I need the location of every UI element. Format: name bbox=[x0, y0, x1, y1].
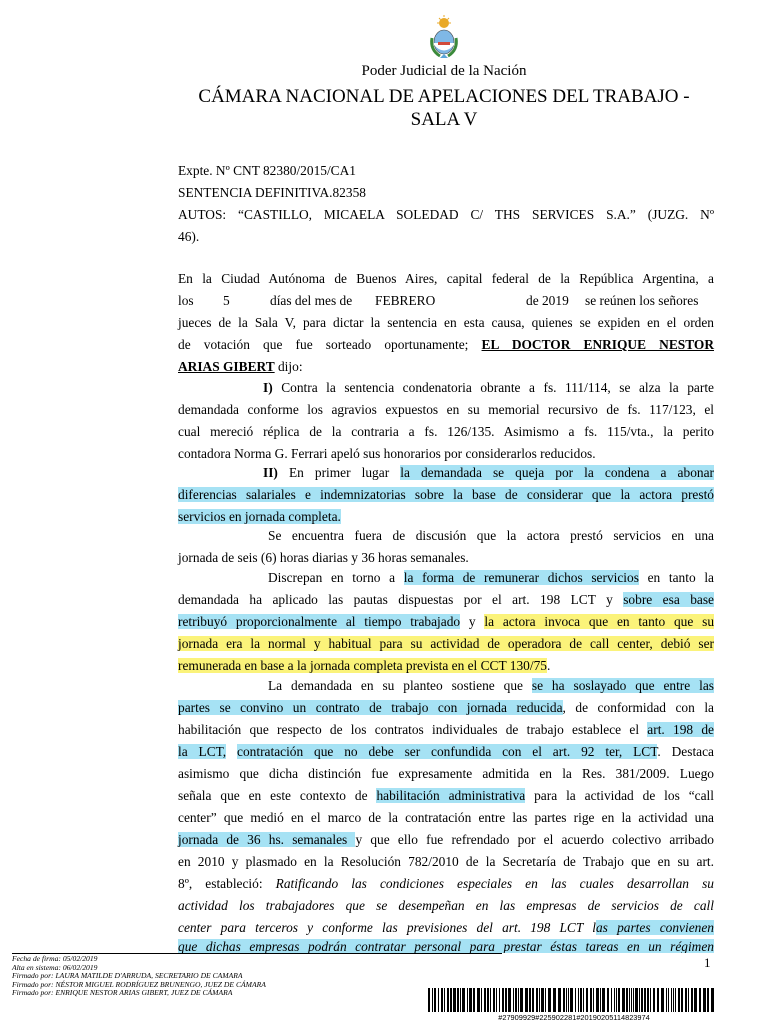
section-number: II) bbox=[263, 465, 278, 480]
paragraph-line: demandada conforme los agravios expuestos en su memorial recursivo de fs. 117/123, el bbox=[178, 402, 714, 417]
highlighted-text: art. 198 de bbox=[647, 722, 714, 737]
paragraph-line: cual mereció réplica de la contraria a fs. 126/135. Asimismo a fs. 115/vta., la perito bbox=[178, 424, 714, 439]
highlighted-text: sobre esa base bbox=[623, 592, 714, 607]
intro-line bbox=[178, 334, 714, 356]
paragraph-text bbox=[226, 744, 237, 759]
intro-line bbox=[178, 356, 714, 378]
highlighted-text: retribuyó proporcionalmente al tiempo trabajado bbox=[178, 614, 461, 629]
coat-of-arms-icon bbox=[426, 14, 462, 60]
highlighted-text: jornada de 36 hs. semanales bbox=[178, 832, 356, 847]
paragraph-line bbox=[178, 719, 714, 741]
intro-text: dijo: bbox=[274, 359, 303, 374]
highlighted-text: se ha soslayado que entre las bbox=[531, 678, 714, 693]
judge-name: EL DOCTOR ENRIQUE NESTOR bbox=[481, 337, 714, 352]
paragraph-text: En primer lugar bbox=[277, 465, 401, 480]
quoted-text: Ratificando las condiciones especiales en las cuales desarrollan su bbox=[275, 876, 714, 891]
paragraph-text: . bbox=[546, 658, 551, 673]
paragraph-line bbox=[178, 377, 714, 399]
highlighted-text: la forma de remunerar dichos servicios bbox=[403, 570, 639, 585]
highlighted-text: diferencias salariales e indemnizatorias sobre la base de considerar que la actora prestó bbox=[178, 487, 714, 502]
intro-text: días del mes de bbox=[270, 293, 353, 308]
signature-line: Firmado por: ENRIQUE NESTOR ARIAS GIBERT, JUEZ DE CÁMARA bbox=[12, 988, 233, 998]
highlighted-text: que dichas empresas podrán contratar personal para prestar éstas tareas en un régimen bbox=[178, 939, 714, 953]
paragraph-line bbox=[178, 589, 714, 611]
paragraph-line: Se encuentra fuera de discusión que la actora prestó servicios en una bbox=[268, 528, 714, 543]
paragraph-text: Contra la sentencia condenatoria obrante a fs. 111/114, se alza la parte bbox=[272, 380, 714, 395]
paragraph-text: en tanto la bbox=[638, 570, 714, 585]
court-title-line1: CÁMARA NACIONAL DE APELACIONES DEL TRABAJO - bbox=[198, 86, 690, 107]
paragraph-line: en 2010 y plasmado en la Resolución 782/2010 de la Secretaría de Trabajo que en su art. bbox=[178, 854, 714, 869]
paragraph-text: . Destaca bbox=[657, 744, 714, 759]
paragraph-line bbox=[178, 567, 714, 589]
paragraph-line bbox=[178, 484, 714, 506]
paragraph-line bbox=[178, 697, 714, 719]
highlighted-text: partes se convino un contrato de trabajo con jornada reducida bbox=[178, 700, 563, 715]
highlighted-text: remunerada en base a la jornada completa prevista en el CCT 130/75 bbox=[178, 658, 547, 673]
paragraph-line bbox=[178, 633, 714, 655]
paragraph-line bbox=[178, 675, 714, 697]
paragraph-line bbox=[178, 785, 714, 807]
paragraph-text: habilitación que respecto de los contratos individuales de trabajo establece el bbox=[178, 722, 648, 737]
paragraph-line: asimismo que dicha distinción fue expresamente admitida en la Res. 381/2009. Luego bbox=[178, 766, 714, 781]
paragraph-line bbox=[178, 829, 714, 851]
intro-line: En la Ciudad Autónoma de Buenos Aires, capital federal de la República Argentina, a bbox=[178, 271, 714, 286]
paragraph-text: y que ello fue refrendado por el acuerdo colectivo arribado bbox=[355, 832, 714, 847]
paragraph-line: center” que medió en el marco de la contratación entre las partes rige en la actividad una bbox=[178, 810, 714, 825]
case-caption-line2: 46). bbox=[178, 229, 200, 244]
paragraph-line: jornada de seis (6) horas diarias y 36 horas semanales. bbox=[178, 550, 469, 565]
intro-text: los bbox=[178, 293, 194, 308]
paragraph-line bbox=[178, 655, 714, 677]
highlighted-text: as partes convienen bbox=[595, 920, 715, 935]
intro-text: de votación que fue sorteado oportunamente; bbox=[178, 337, 469, 352]
signature-line: Firmado por: LAURA MATILDE D'ARRUDA, SECRETARIO DE CAMARA bbox=[12, 971, 243, 981]
judge-name: ARIAS GIBERT bbox=[178, 359, 275, 374]
highlighted-text: servicios en jornada completa. bbox=[178, 509, 341, 524]
paragraph-text: 8º, estableció: bbox=[178, 876, 276, 891]
intro-line: jueces de la Sala V, para dictar la sentencia en esta causa, quienes se expiden en el orden bbox=[178, 315, 714, 330]
section-number: I) bbox=[263, 380, 273, 395]
paragraph-line bbox=[178, 462, 714, 484]
case-caption-line1: AUTOS: “CASTILLO, MICAELA SOLEDAD C/ THS SERVICES S.A.” (JUZG. Nº bbox=[178, 207, 714, 222]
barcode-icon bbox=[428, 988, 716, 1012]
signature-line: Firmado por: NÉSTOR MIGUEL RODRÍGUEZ BRUNENGO, JUEZ DE CÁMARA bbox=[12, 979, 266, 989]
paragraph-text: La demandada en su planteo sostiene que bbox=[268, 678, 532, 693]
signature-info bbox=[12, 955, 266, 998]
paragraph-line bbox=[178, 873, 714, 895]
page-number: 1 bbox=[704, 955, 711, 970]
paragraph-text: señala que en este contexto de bbox=[178, 788, 377, 803]
paragraph-text: demandada ha aplicado las pautas dispuestas por el art. 198 LCT y bbox=[178, 592, 624, 607]
quoted-text: center para terceros y conforme las previsiones del art. 198 LCT l bbox=[178, 920, 596, 935]
paragraph-line bbox=[178, 741, 714, 763]
intro-text: se reúnen los señores bbox=[585, 293, 699, 308]
institution-name: Poder Judicial de la Nación bbox=[361, 63, 527, 79]
case-number: Expte. Nº CNT 82380/2015/CA1 bbox=[178, 163, 356, 178]
highlighted-text: la demandada se queja por la condena a abonar bbox=[400, 465, 714, 480]
highlighted-text: jornada era la normal y habitual para su actividad de operadora de call center, debió ser bbox=[178, 636, 714, 651]
paragraph-line bbox=[178, 917, 714, 939]
sentence-number: SENTENCIA DEFINITIVA.82358 bbox=[178, 185, 366, 200]
court-title-line2: SALA V bbox=[410, 109, 478, 130]
paragraph-text: Discrepan en torno a bbox=[268, 570, 404, 585]
paragraph-text: para la actividad de los “call bbox=[525, 788, 714, 803]
paragraph-line bbox=[178, 939, 714, 953]
signature-line: Fecha de firma: 05/02/2019 bbox=[12, 954, 98, 963]
paragraph-text: , de conformidad con la bbox=[562, 700, 714, 715]
court-title bbox=[170, 85, 718, 131]
intro-year: de 2019 bbox=[526, 293, 569, 308]
intro-day: 5 bbox=[223, 293, 230, 308]
paragraph-line: actividad los trabajadores que se desempeñan en las empresas de servicios de call bbox=[178, 898, 714, 913]
paragraph-line: contadora Norma G. Ferrari apeló sus honorarios por considerarlos reducidos. bbox=[178, 446, 596, 461]
paragraph-line bbox=[178, 611, 714, 633]
intro-month: FEBRERO bbox=[375, 293, 436, 308]
highlighted-text: la LCT, bbox=[178, 744, 227, 759]
highlighted-text: habilitación administrativa bbox=[376, 788, 526, 803]
signature-line: Alta en sistema: 06/02/2019 bbox=[12, 962, 98, 972]
barcode-text: #27909929#225902281#20190205114823974 bbox=[498, 1013, 650, 1022]
paragraph-text: y bbox=[460, 614, 485, 629]
highlighted-text: contratación que no debe ser confundida con el art. 92 ter, LCT bbox=[237, 744, 658, 759]
highlighted-text: la actora invoca que en tanto que su bbox=[484, 614, 715, 629]
